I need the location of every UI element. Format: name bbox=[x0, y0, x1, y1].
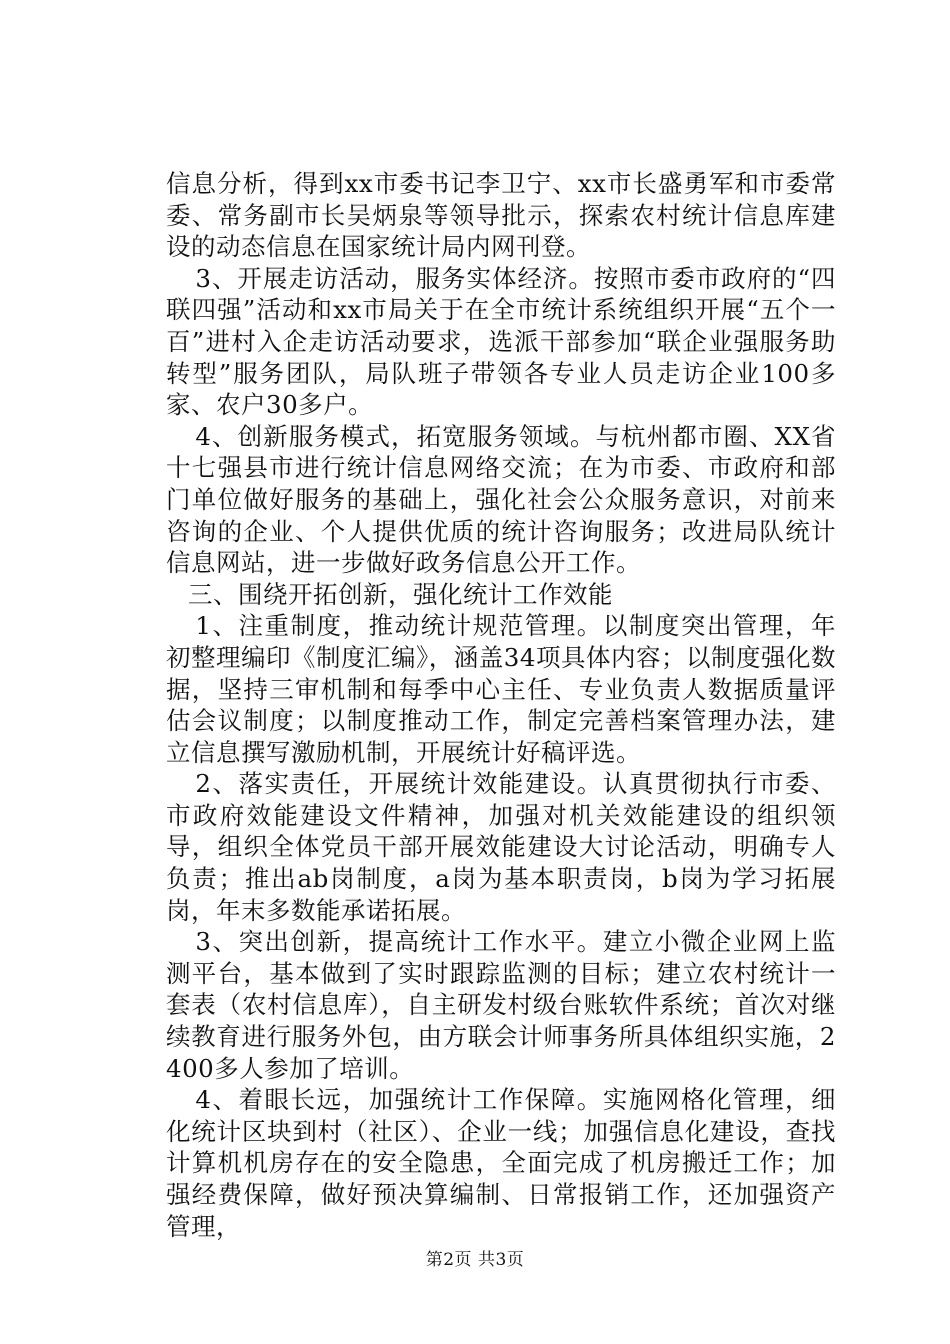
page-footer: 第2页 共3页 bbox=[425, 1250, 525, 1270]
paragraph-item-3-innovation: 3、突出创新，提高统计工作水平。建立小微企业网上监测平台，基本做到了实时跟踪监测的目标；建立农村统计一套表（农村信息库），自主研发村级台账软件系统；首次对继续教育进行服务外包，由方联会计师事务所具体组织实施，2400多人参加了培训。 bbox=[166, 927, 836, 1083]
section-heading-3: 三、围绕开拓创新，强化统计工作效能 bbox=[188, 579, 614, 609]
paragraph-item-4-guarantee: 4、着眼长远，加强统计工作保障。实施网格化管理，细化统计区块到村（社区）、企业一线；加强信息化建设，查找计算机机房存在的安全隐患，全面完成了机房搬迁工作；加强经费保障，做好预决算编制、日常报销工作，还加强资产管理， bbox=[166, 1085, 836, 1241]
paragraph-item-2-responsibility: 2、落实责任，开展统计效能建设。认真贯彻执行市委、市政府效能建设文件精神，加强对机关效能建设的组织领导，组织全体党员干部开展效能建设大讨论活动，明确专人负责；推出ab岗制度，a岗为基本职责岗，b岗为学习拓展岗，年末多数能承诺拓展。 bbox=[166, 769, 836, 925]
paragraph-item-4-service-mode: 4、创新服务模式，拓宽服务领域。与杭州都市圈、XX省十七强县市进行统计信息网络交流；在为市委、市政府和部门单位做好服务的基础上，强化社会公众服务意识，对前来咨询的企业、个人提供优质的统计咨询服务；改进局队统计信息网站，进一步做好政务信息公开工作。 bbox=[166, 421, 836, 578]
paragraph-item-3-visits: 3、开展走访活动，服务实体经济。按照市委市政府的“四联四强”活动和xx市局关于在全市统计系统组织开展“五个一百”进村入企走访活动要求，选派干部参加“联企业强服务助转型”服务团队，局队班子带领各专业人员走访企业100多家、农户30多户。 bbox=[166, 263, 836, 420]
document-body bbox=[166, 168, 836, 1242]
paragraph-item-1-system: 1、注重制度，推动统计规范管理。以制度突出管理，年初整理编印《制度汇编》，涵盖34项具体内容；以制度强化数据，坚持三审机制和每季中心主任、专业负责人数据质量评估会议制度；以制度推动工作，制定完善档案管理办法，建立信息撰写激励机制，开展统计好稿评选。 bbox=[166, 611, 836, 767]
paragraph-continuation: 信息分析，得到xx市委书记李卫宁、xx市长盛勇军和市委常委、常务副市长吴炳泉等领导批示，探索农村统计信息库建设的动态信息在国家统计局内网刊登。 bbox=[166, 169, 836, 262]
